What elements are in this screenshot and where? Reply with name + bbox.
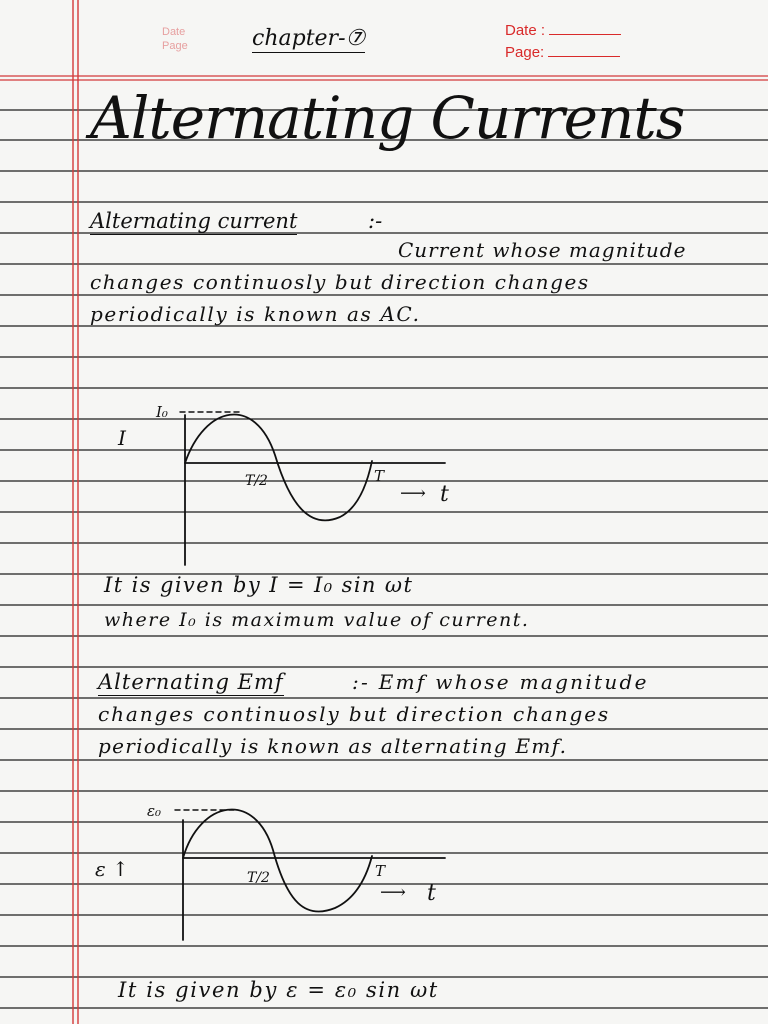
faint-stamp-date: Date	[162, 26, 186, 38]
ac-definition-line-2: changes continuosly but direction changes	[90, 270, 590, 294]
emf-definition-line-2: changes continuosly but direction changes	[98, 702, 611, 726]
ac-definition-line-3: periodically is known as AC.	[90, 302, 421, 326]
graph1-peak-label: I₀	[156, 403, 168, 421]
page-blank	[548, 56, 620, 57]
page-label	[505, 44, 620, 61]
graph2-sine-curve	[183, 809, 372, 911]
graph2-arrow: ⟶	[380, 882, 406, 903]
date-blank	[549, 34, 621, 35]
graph1-t-label: t	[440, 482, 449, 507]
ac-definition-line-1: Current whose magnitude	[398, 238, 687, 262]
section-heading-emf: Alternating Emf	[98, 670, 284, 694]
page-label-text: Page:	[505, 44, 545, 61]
current-waveform-graph	[110, 395, 449, 565]
date-label-text: Date :	[505, 22, 546, 39]
graph2-t-label: t	[427, 881, 436, 906]
emf-waveform-graph	[95, 790, 436, 940]
formula-emf: It is given by ε = ε₀ sin ωt	[118, 978, 439, 1002]
graph1-sine-curve	[185, 414, 372, 520]
emf-definition-line-3: periodically is known as alternating Emf.	[98, 734, 568, 758]
graph1-arrow: ⟶	[400, 483, 426, 504]
graph1-period-label: T	[374, 467, 385, 485]
section-heading-ac: Alternating current	[90, 209, 298, 233]
graph2-half-label: T/2	[247, 870, 270, 886]
formula-current: It is given by I = I₀ sin ωt	[104, 573, 414, 597]
formula-current-note: where I₀ is maximum value of current.	[104, 609, 530, 631]
graph2-y-label: ε ↑	[95, 857, 129, 881]
page-title: Alternating Currents	[90, 84, 685, 152]
graph2-peak-label: ε₀	[147, 802, 162, 820]
graph1-half-label: T/2	[245, 473, 268, 489]
graph1-y-label: I	[118, 426, 126, 450]
section-separator-ac: :-	[368, 209, 383, 233]
emf-definition-line-1: :- Emf whose magnitude	[352, 670, 649, 694]
graph2-period-label: T	[375, 862, 386, 880]
date-label	[505, 22, 621, 39]
chapter-heading: chapter-⑦	[252, 26, 366, 51]
faint-stamp-page: Page	[162, 40, 188, 52]
